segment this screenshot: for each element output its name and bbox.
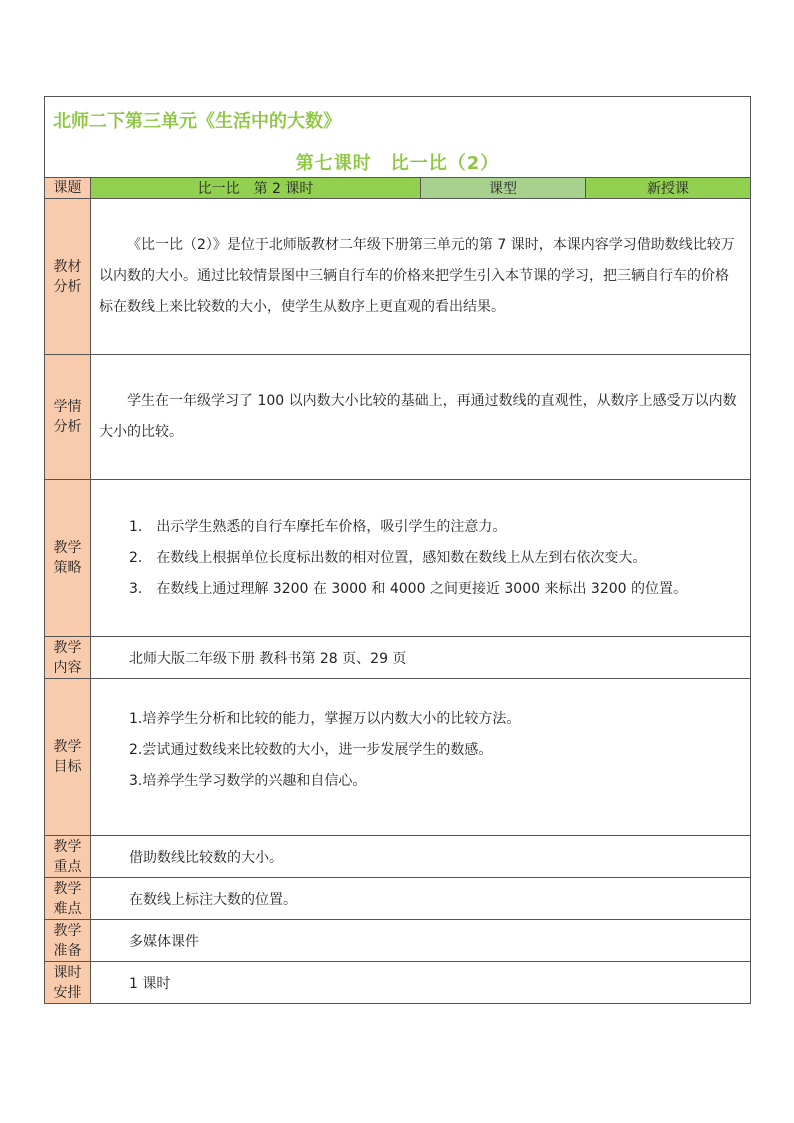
- strategy-content: [91, 480, 751, 637]
- student-analysis-row: [45, 355, 751, 480]
- schedule-row: [45, 962, 751, 1004]
- lesson-plan-sheet: [44, 96, 750, 1004]
- difficulty-row: [45, 878, 751, 920]
- student-analysis-content: [91, 355, 751, 480]
- student-analysis-label: [45, 355, 91, 480]
- preparation-text: 多媒体课件: [91, 920, 751, 962]
- preparation-row: [45, 920, 751, 962]
- key-point-row: [45, 836, 751, 878]
- label-line: 难点: [53, 900, 82, 917]
- label-line: 教学: [53, 639, 82, 656]
- info-row: [45, 178, 751, 199]
- topic-value: 比一比 第 2 课时: [91, 178, 421, 199]
- content-label: [45, 637, 91, 679]
- label-line: 教学: [53, 739, 82, 755]
- label-line: 目标: [53, 759, 82, 775]
- label-line: 教学: [53, 880, 82, 897]
- label-line: 学情: [53, 399, 82, 415]
- lesson-plan-table: [44, 96, 751, 1004]
- preparation-label: [45, 920, 91, 962]
- goal-item: 3.培养学生学习数学的兴趣和自信心。: [129, 772, 367, 789]
- title-row: [45, 97, 751, 178]
- goals-label: [45, 679, 91, 836]
- textbook-analysis-row: [45, 199, 751, 355]
- difficulty-text: 在数线上标注大数的位置。: [91, 878, 751, 920]
- strategy-label: [45, 480, 91, 637]
- schedule-text: 1 课时: [91, 962, 751, 1004]
- key-point-label: [45, 836, 91, 878]
- label-line: 准备: [53, 942, 82, 959]
- label-line: 教学: [53, 540, 82, 556]
- lesson-title: 第七课时 比一比（2）: [295, 153, 500, 174]
- label-line: 教学: [53, 838, 82, 855]
- schedule-label: [45, 962, 91, 1004]
- topic-label: 课题: [45, 178, 91, 199]
- label-line: 教材: [53, 258, 82, 275]
- textbook-analysis-content: [91, 199, 751, 355]
- textbook-analysis-label: [45, 199, 91, 355]
- goal-item: 2.尝试通过数线来比较数的大小，进一步发展学生的数感。: [129, 741, 493, 758]
- student-analysis-text: 学生在一年级学习了 100 以内数大小比较的基础上，再通过数线的直观性，从数序上感受万以内数大小的比较。: [99, 393, 737, 440]
- textbook-analysis-text: 《比一比（2）》是位于北师版教材二年级下册第三单元的第 7 课时，本课内容学习借助数线比较万以内数的大小。通过比较情景图中三辆自行车的价格来把学生引入本节课的学习，把三辆自行车的价格标在数线上来比较数的大小，使学生从数序上更直观的看出结果。: [99, 237, 735, 315]
- goals-row: [45, 679, 751, 836]
- title-cell: [45, 97, 751, 178]
- content-row: [45, 637, 751, 679]
- strategy-item: 1. 出示学生熟悉的自行车摩托车价格，吸引学生的注意力。: [129, 518, 507, 535]
- label-line: 内容: [53, 659, 82, 676]
- label-line: 教学: [53, 922, 82, 939]
- content-text: 北师大版二年级下册 教科书第 28 页、29 页: [91, 637, 751, 679]
- difficulty-label: [45, 878, 91, 920]
- strategy-row: [45, 480, 751, 637]
- strategy-item: 3. 在数线上通过理解 3200 在 3000 和 4000 之间更接近 3000 来标出 3200 的位置。: [129, 580, 688, 597]
- unit-title: 北师二下第三单元《生活中的大数》: [53, 111, 341, 132]
- label-line: 课时: [53, 964, 82, 981]
- goal-item: 1.培养学生分析和比较的能力，掌握万以内数大小的比较方法。: [129, 710, 521, 727]
- label-line: 安排: [53, 984, 82, 1001]
- strategy-item: 2. 在数线上根据单位长度标出数的相对位置，感知数在数线上从左到右依次变大。: [129, 549, 647, 566]
- label-line: 分析: [53, 419, 82, 435]
- label-line: 重点: [53, 858, 82, 875]
- type-value: 新授课: [586, 178, 751, 199]
- type-label: 课型: [421, 178, 586, 199]
- key-point-text: 借助数线比较数的大小。: [91, 836, 751, 878]
- label-line: 分析: [53, 278, 82, 295]
- goals-content: [91, 679, 751, 836]
- label-line: 策略: [53, 560, 82, 576]
